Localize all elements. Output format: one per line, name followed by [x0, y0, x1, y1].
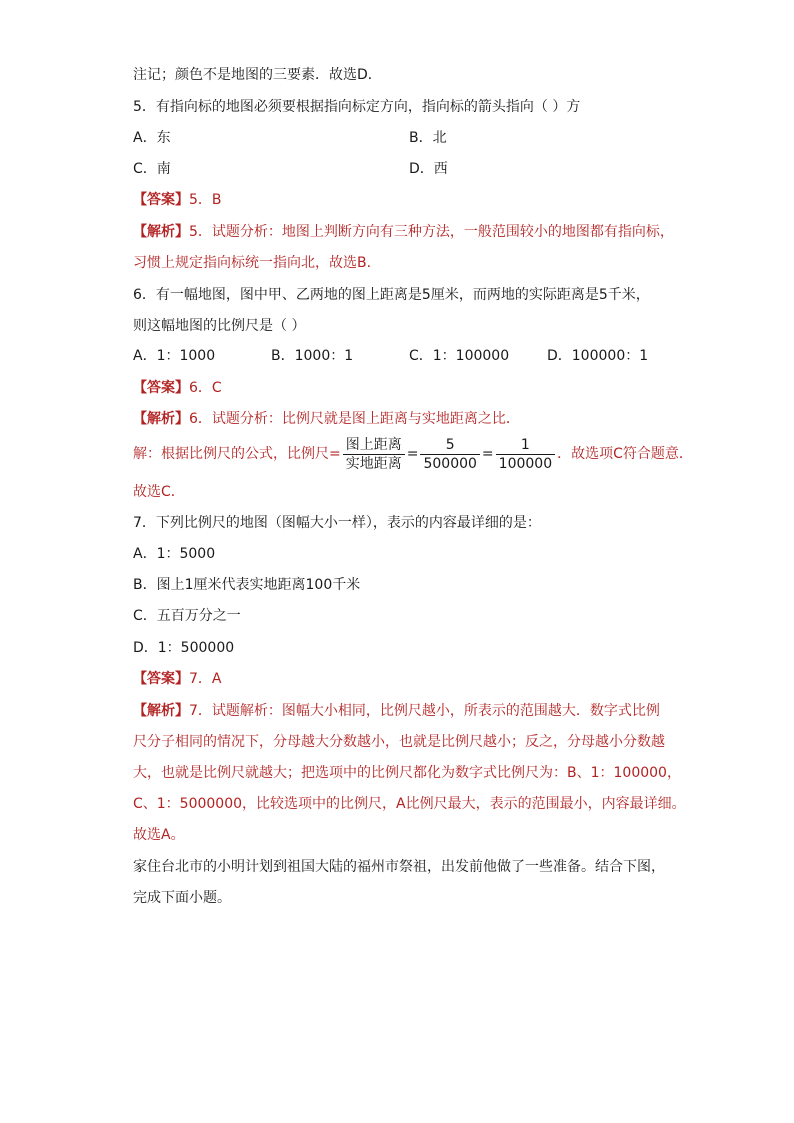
answer-text: 6．C: [189, 380, 222, 396]
answer-tag: 【答案】: [133, 380, 189, 396]
question-5: 5．有指向标的地图必须要根据指向标定方向，指向标的箭头指向（ ）方: [133, 99, 581, 115]
text-line: 注记；颜色不是地图的三要素．故选D．: [133, 67, 382, 83]
fraction-denominator: 500000: [423, 455, 477, 472]
q5-option-c: C．南: [133, 161, 171, 177]
answer-tag: 【答案】: [133, 671, 189, 687]
equals-sign: =: [481, 446, 494, 462]
explanation-7-line2: 尺分子相同的情况下，分母越大分数越小，也就是比例尺越小；反之，分母越小分数越: [133, 734, 665, 750]
explanation-5-line2: 习惯上规定指向标统一指向北，故选B.: [133, 255, 372, 271]
q7-option-b: B．图上1厘米代表实地距离100千米: [133, 577, 361, 593]
fraction-ratio: [343, 436, 405, 473]
formula-suffix: ．故选项C符合题意．: [557, 446, 693, 462]
intro-line2: 完成下面小题。: [133, 890, 231, 906]
answer-6: [133, 378, 222, 398]
explanation-6-line3: 故选C．: [133, 484, 185, 500]
explanation-text: 7．试题解析：图幅大小相同，比例尺越小，所表示的范围越大．数字式比例: [189, 703, 660, 719]
q6-option-d: D．100000：1: [547, 348, 649, 364]
answer-7: [133, 669, 221, 689]
fraction-numerator: 5: [420, 436, 479, 455]
q6-option-c: C．1：100000: [409, 348, 510, 364]
fraction-denominator: 实地距离: [345, 455, 402, 472]
explanation-tag: 【解析】: [133, 703, 189, 719]
fraction-values: [420, 436, 479, 473]
equals-sign: =: [406, 446, 419, 462]
explanation-7-line5: 故选A。: [133, 827, 185, 843]
answer-tag: 【答案】: [133, 192, 189, 208]
q7-option-c: C．五百万分之一: [133, 608, 241, 624]
q5-option-d: D．西: [409, 161, 448, 177]
explanation-7-line3: 大，也就是比例尺就越大；把选项中的比例尺都化为数字式比例尺为：B、1：100000，: [133, 765, 681, 781]
intro-line1: 家住台北市的小明计划到祖国大陆的福州市祭祖，出发前他做了一些准备。结合下图，: [133, 859, 665, 875]
explanation-7-line4: C、1：5000000，比较选项中的比例尺，A比例尺最大，表示的范围最小，内容最详细。: [133, 796, 686, 812]
formula-prefix: 解：根据比例尺的公式，比例尺=: [133, 446, 341, 462]
explanation-tag: 【解析】: [133, 224, 189, 240]
explanation-text: 6．试题分析：比例尺就是图上距离与实地距离之比．: [189, 411, 520, 427]
explanation-6-formula: [133, 435, 693, 473]
question-6-line2: 则这幅地图的比例尺是（ ）: [133, 318, 306, 334]
fraction-denominator: 100000: [498, 455, 553, 472]
explanation-text: 5．试题分析：地图上判断方向有三种方法，一般范围较小的地图都有指向标，: [189, 224, 674, 240]
answer-text: 5．B: [189, 192, 222, 208]
fraction-numerator: 1: [496, 436, 555, 455]
q6-option-a: A．1：1000: [133, 348, 216, 364]
q5-option-a: A．东: [133, 130, 171, 146]
question-7: 7．下列比例尺的地图（图幅大小一样），表示的内容最详细的是：: [133, 515, 541, 531]
explanation-5-line1: [133, 222, 674, 242]
q6-option-b: B．1000：1: [271, 348, 354, 364]
fraction-result: [496, 436, 555, 473]
explanation-7-line1: [133, 701, 660, 721]
q5-option-b: B．北: [409, 130, 447, 146]
fraction-numerator: 图上距离: [343, 436, 405, 455]
question-6-line1: 6．有一幅地图，图中甲、乙两地的图上距离是5厘米，而两地的实际距离是5千米，: [133, 287, 650, 303]
answer-5: [133, 190, 222, 210]
q7-option-a: A．1：5000: [133, 546, 216, 562]
explanation-tag: 【解析】: [133, 411, 189, 427]
answer-text: 7．A: [189, 671, 222, 687]
q7-option-d: D．1：500000: [133, 640, 235, 656]
explanation-6-line1: [133, 409, 520, 429]
